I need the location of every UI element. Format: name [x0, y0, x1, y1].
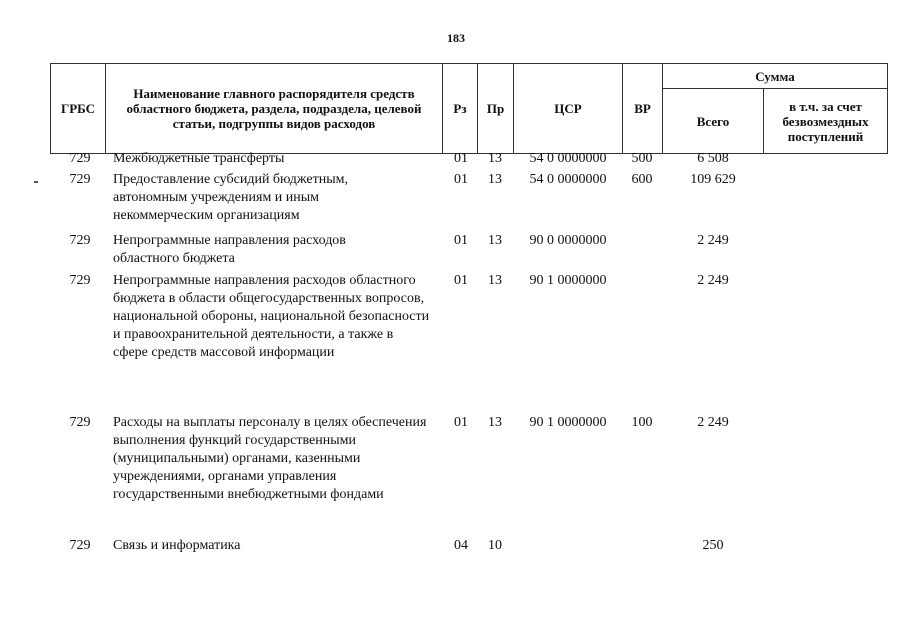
cell-name: Расходы на выплаты персоналу в целях обеспечения выполнения функций государственными (муниципальными) органами, казенными учреждениями, органами управления государственными внебюджетными фондами: [113, 415, 427, 502]
cell-total: 109 629: [690, 172, 736, 187]
cell-csr: 90 0 0000000: [529, 233, 607, 248]
header-csr: ЦСР: [554, 101, 582, 116]
cell-name: Непрограммные направления расходов областного бюджета: [113, 233, 346, 266]
cell-name: Предоставление субсидий бюджетным, автономным учреждениям и иным некоммерческим организациям: [113, 172, 349, 223]
header-total: Всего: [696, 113, 730, 129]
header-grbs: ГРБС: [60, 101, 96, 116]
cell-grbs: 729: [69, 273, 91, 288]
cell-pr: 13: [488, 172, 502, 187]
cell-rz: 01: [454, 415, 468, 430]
cell-name: Непрограммные направления расходов областного бюджета в области общегосударственных вопросов, национальной обороны, национальной безопасности и правоохранительной деятельности, а также в сфере средств массовой информации: [113, 273, 430, 360]
cell-pr: 13: [488, 233, 502, 248]
cell-csr: 90 1 0000000: [529, 273, 607, 288]
cell-rz: 04: [454, 538, 468, 553]
cell-rz: 01: [454, 151, 468, 166]
header-name: Наименование главного распорядителя средств областного бюджета, раздела, подраздела, целевой статьи, подгруппы видов расходов: [126, 86, 422, 131]
cell-pr: 13: [488, 151, 502, 166]
cell-csr: 54 0 0000000: [529, 172, 607, 187]
page-number: 183: [447, 31, 465, 45]
cell-name: Связь и информатика: [113, 538, 241, 553]
cell-rz: 01: [454, 233, 468, 248]
cell-csr: 54 0 0000000: [529, 151, 607, 166]
cell-vr: 100: [631, 415, 653, 430]
cell-pr: 10: [488, 538, 502, 553]
cell-pr: 13: [488, 415, 502, 430]
header-free: в т.ч. за счет безвозмездных поступлений: [782, 98, 869, 144]
cell-total: 2 249: [697, 233, 729, 248]
cell-name: Межбюджетные трансферты: [113, 151, 285, 166]
cell-csr: 90 1 0000000: [529, 415, 607, 430]
cell-pr: 13: [488, 273, 502, 288]
cell-rz: 01: [454, 172, 468, 187]
cell-vr: 600: [631, 172, 653, 187]
cell-vr: 500: [631, 151, 653, 166]
cell-total: 6 508: [697, 151, 729, 166]
cell-grbs: 729: [69, 415, 91, 430]
cell-grbs: 729: [69, 172, 91, 187]
header-vr: ВР: [634, 101, 651, 116]
table-header: [50, 63, 888, 154]
cell-total: 2 249: [697, 273, 729, 288]
header-pr: Пр: [486, 101, 505, 116]
cell-total: 2 249: [697, 415, 729, 430]
cell-rz: 01: [454, 273, 468, 288]
cell-grbs: 729: [69, 151, 91, 166]
cell-grbs: 729: [69, 538, 91, 553]
header-rz: Рз: [453, 101, 467, 116]
scan-mark: [34, 181, 38, 183]
cell-total: 250: [702, 538, 724, 553]
cell-grbs: 729: [69, 233, 91, 248]
header-sum: Сумма: [755, 68, 795, 84]
